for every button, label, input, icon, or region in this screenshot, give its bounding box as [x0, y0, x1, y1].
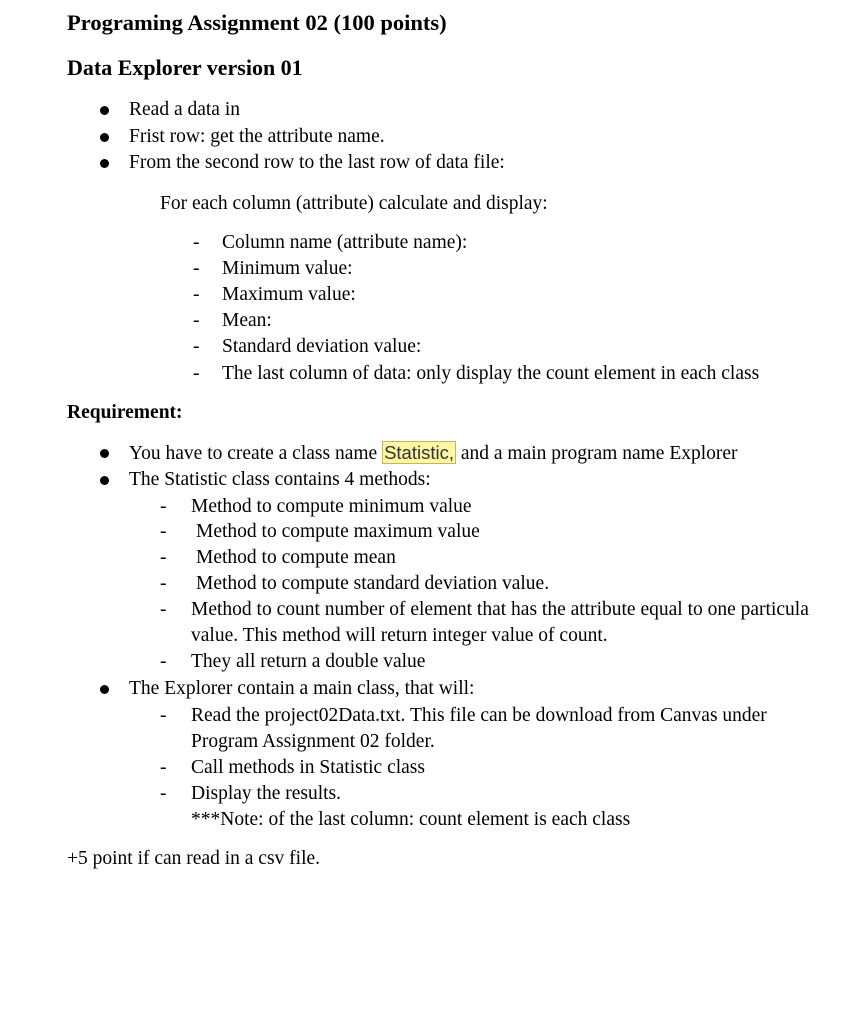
requirement-heading: Requirement:: [67, 402, 183, 423]
requirement-text: and a main program name Explorer: [455, 443, 738, 464]
bullet-dot: [100, 449, 109, 458]
per-column-item: Maximum value:: [222, 284, 356, 305]
intro-bullet: From the second row to the last row of data file:: [129, 152, 505, 173]
explorer-step: Read the project02Data.txt. This file can be download from Canvas under: [191, 705, 767, 726]
dash-marker: -: [160, 496, 167, 517]
dash-marker: -: [160, 521, 167, 542]
dash-marker: -: [160, 757, 167, 778]
per-column-item: Minimum value:: [222, 258, 353, 279]
per-column-item: Mean:: [222, 310, 272, 331]
assignment-subtitle: Data Explorer version 01: [67, 55, 303, 80]
bullet-dot: [100, 685, 109, 694]
bullet-dot: [100, 159, 109, 168]
requirement-text: You have to create a class name: [129, 443, 383, 464]
bullet-dot: [100, 476, 109, 485]
dash-marker: -: [160, 547, 167, 568]
dash-marker: -: [193, 284, 200, 305]
method-item-continued: value. This method will return integer value of count.: [191, 625, 608, 646]
intro-bullet: Read a data in: [129, 99, 240, 120]
method-item: Method to count number of element that has the attribute equal to one particula: [191, 599, 809, 620]
requirement-bullet-class: [129, 441, 738, 466]
dash-marker: -: [160, 783, 167, 804]
dash-marker: -: [193, 363, 200, 384]
requirement-bullet-explorer: The Explorer contain a main class, that will:: [129, 678, 475, 699]
dash-marker: -: [160, 599, 167, 620]
method-item: Method to compute standard deviation value.: [196, 573, 550, 594]
method-item: Method to compute minimum value: [191, 496, 472, 517]
per-column-item: Column name (attribute name):: [222, 232, 468, 253]
dash-marker: -: [160, 573, 167, 594]
bonus-note: +5 point if can read in a csv file.: [67, 848, 321, 869]
explorer-step: Display the results.: [191, 783, 342, 804]
bullet-dot: [100, 133, 109, 142]
per-column-item: Standard deviation value:: [222, 336, 422, 357]
intro-bullet: Frist row: get the attribute name.: [129, 126, 385, 147]
explorer-step-continued: Program Assignment 02 folder.: [191, 731, 435, 752]
requirement-bullet-methods: The Statistic class contains 4 methods:: [129, 469, 431, 490]
method-item: Method to compute mean: [196, 547, 396, 568]
dash-marker: -: [193, 336, 200, 357]
bullet-dot: [100, 106, 109, 115]
dash-marker: -: [193, 258, 200, 279]
dash-marker: -: [193, 232, 200, 253]
dash-marker: -: [160, 651, 167, 672]
statistic-highlight: Statistic,: [384, 442, 454, 463]
method-item: They all return a double value: [191, 651, 426, 672]
method-item: Method to compute maximum value: [196, 521, 480, 542]
assignment-title: Programing Assignment 02 (100 points): [67, 10, 447, 35]
per-column-lead: For each column (attribute) calculate and display:: [160, 193, 548, 214]
per-column-item: The last column of data: only display the count element in each class: [222, 363, 760, 384]
explorer-note: ***Note: of the last column: count element is each class: [191, 809, 631, 830]
explorer-step: Call methods in Statistic class: [191, 757, 425, 778]
dash-marker: -: [193, 310, 200, 331]
dash-marker: -: [160, 705, 167, 726]
